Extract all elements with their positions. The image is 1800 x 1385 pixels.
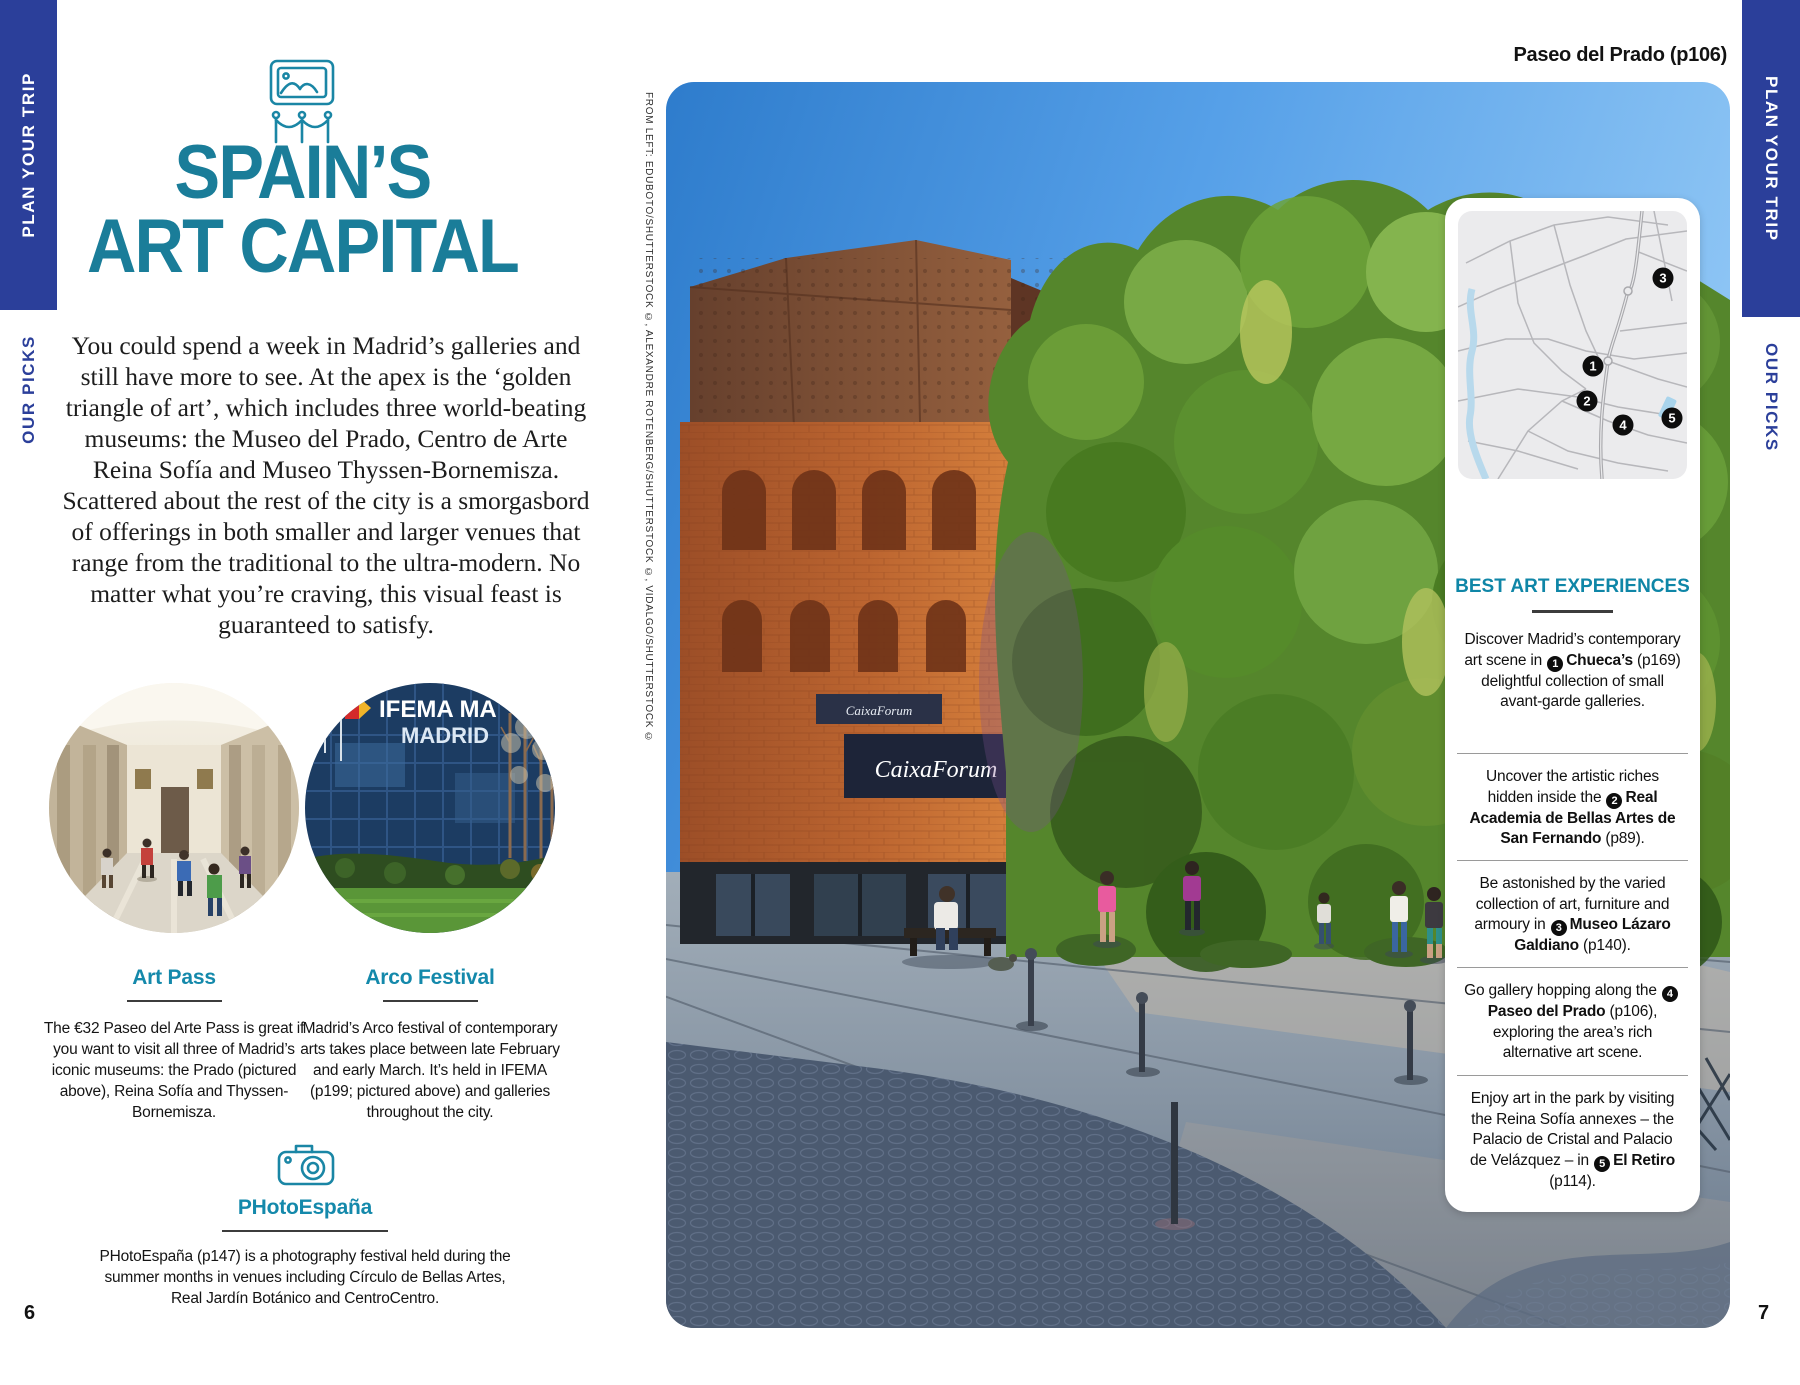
- camera-icon: [276, 1140, 336, 1188]
- right-rail-our-picks-label: OUR PICKS: [1762, 343, 1781, 452]
- card-divider: [1457, 860, 1688, 861]
- svg-text:4: 4: [1619, 417, 1627, 433]
- caixaforum-sign: CaixaForum: [874, 757, 998, 783]
- svg-text:5: 5: [1668, 410, 1676, 426]
- art-pass-photo: [49, 683, 299, 933]
- experience-item-4: Go gallery hopping along the 4Paseo del Prado (p106), exploring the area’s rich alternative art scene.: [1463, 981, 1682, 1064]
- card-divider: [1457, 1075, 1688, 1076]
- arco-festival-underline: [383, 1000, 478, 1002]
- card-divider: [1457, 753, 1688, 754]
- page-number-right: 7: [1758, 1302, 1770, 1324]
- svg-text:IFEMA MA: IFEMA MA: [379, 696, 497, 723]
- feature-heading-arco-festival: Arco Festival: [365, 966, 495, 989]
- right-rail-band: [1742, 0, 1800, 317]
- intro-paragraph: You could spend a week in Madrid’s galleries and still have more to see. At the apex is the ‘golden triangle of art’, which includes three world-beating museums: the Museo del Prado, Centro de Arte Reina Sofía and Museo Thyssen-Bornemisza. Scattered about the rest of the city is a smorgasbord of offerings in both smaller and larger venues that range from the traditional to the ultra-modern. No matter what you’re craving, this visual feast is guaranteed to satisfy.: [62, 331, 590, 639]
- marker-badge-1: 1: [1547, 656, 1563, 672]
- page-title-line1: SPAIN’S: [174, 130, 431, 215]
- arco-festival-photo: [305, 683, 555, 933]
- marker-badge-5: 5: [1594, 1156, 1610, 1172]
- photo-credit: FROM LEFT: EDUBOTO/SHUTTERSTOCK ©, ALEXANDRE ROTENBERG/SHUTTERSTOCK ©, VIDALGO/SHUTTERSTOCK ©: [643, 92, 654, 744]
- locator-map: [1458, 211, 1687, 479]
- experience-item-3: Be astonished by the varied collection of art, furniture and armoury in 3 Museo Lázaro Galdiano (p140).: [1474, 875, 1671, 954]
- marker-badge-2: 2: [1606, 793, 1622, 809]
- experience-item-2: Uncover the artistic riches hidden inside the 2 Real Academia de Bellas Artes de San Fernando (p89).: [1469, 768, 1676, 847]
- svg-text:2: 2: [1583, 393, 1591, 409]
- photoespana-underline: [222, 1230, 388, 1232]
- left-rail-plan-your-trip-label: PLAN YOUR TRIP: [18, 72, 38, 238]
- photoespana-body: PHotoEspaña (p147) is a photography festival held during the summer months in venues including Círculo de Bellas Artes, Real Jardín Botánico and CentroCentro.: [99, 1248, 511, 1307]
- feature-heading-art-pass: Art Pass: [132, 966, 216, 989]
- card-divider: [1457, 967, 1688, 968]
- art-pass-underline: [127, 1000, 222, 1002]
- page-number-left: 6: [24, 1302, 36, 1324]
- card-heading: BEST ART EXPERIENCES: [1455, 576, 1690, 597]
- experience-item-1: Discover Madrid’s contemporary art scene in 1 Chueca’s (p169) delightful collection of small avant-garde galleries.: [1464, 631, 1681, 710]
- brick-building: [680, 422, 1028, 944]
- marker-badge-4: 4: [1662, 986, 1678, 1002]
- arco-festival-body: Madrid’s Arco festival of contemporary arts takes place between late February and early March. It’s held in IFEMA (p199; pictured above) and galleries throughout the city.: [300, 1020, 560, 1121]
- page-title-line2: ART CAPITAL: [86, 204, 519, 289]
- best-art-experiences-card: [1445, 198, 1700, 1212]
- svg-text:1: 1: [1589, 358, 1597, 374]
- art-pass-body: The €32 Paseo del Arte Pass is great if you want to visit all three of Madrid’s iconic museums: the Prado (pictured above), Reina Sofía and Thyssen-Bornemisza.: [43, 1020, 305, 1121]
- svg-text:MADRID: MADRID: [401, 723, 489, 748]
- experience-item-5: Enjoy art in the park by visiting the Reina Sofía annexes – the Palacio de Cristal and Palacio de Velázquez – in 5 El Retiro (p114).: [1469, 1090, 1676, 1190]
- page-title: [40, 130, 565, 289]
- svg-text:3: 3: [1659, 270, 1667, 286]
- svg-text:CaixaForum: CaixaForum: [845, 703, 913, 718]
- left-rail-our-picks-label: OUR PICKS: [18, 335, 38, 444]
- right-rail-plan-your-trip-label: PLAN YOUR TRIP: [1762, 75, 1781, 242]
- marker-badge-3: 3: [1551, 920, 1567, 936]
- section-header: Paseo del Prado (p106): [1513, 44, 1727, 66]
- right-rail-our-picks: [1742, 330, 1800, 465]
- card-heading-underline: [1532, 610, 1613, 613]
- left-rail-our-picks: [0, 322, 57, 457]
- feature-heading-photoespana: PHotoEspaña: [237, 1196, 373, 1219]
